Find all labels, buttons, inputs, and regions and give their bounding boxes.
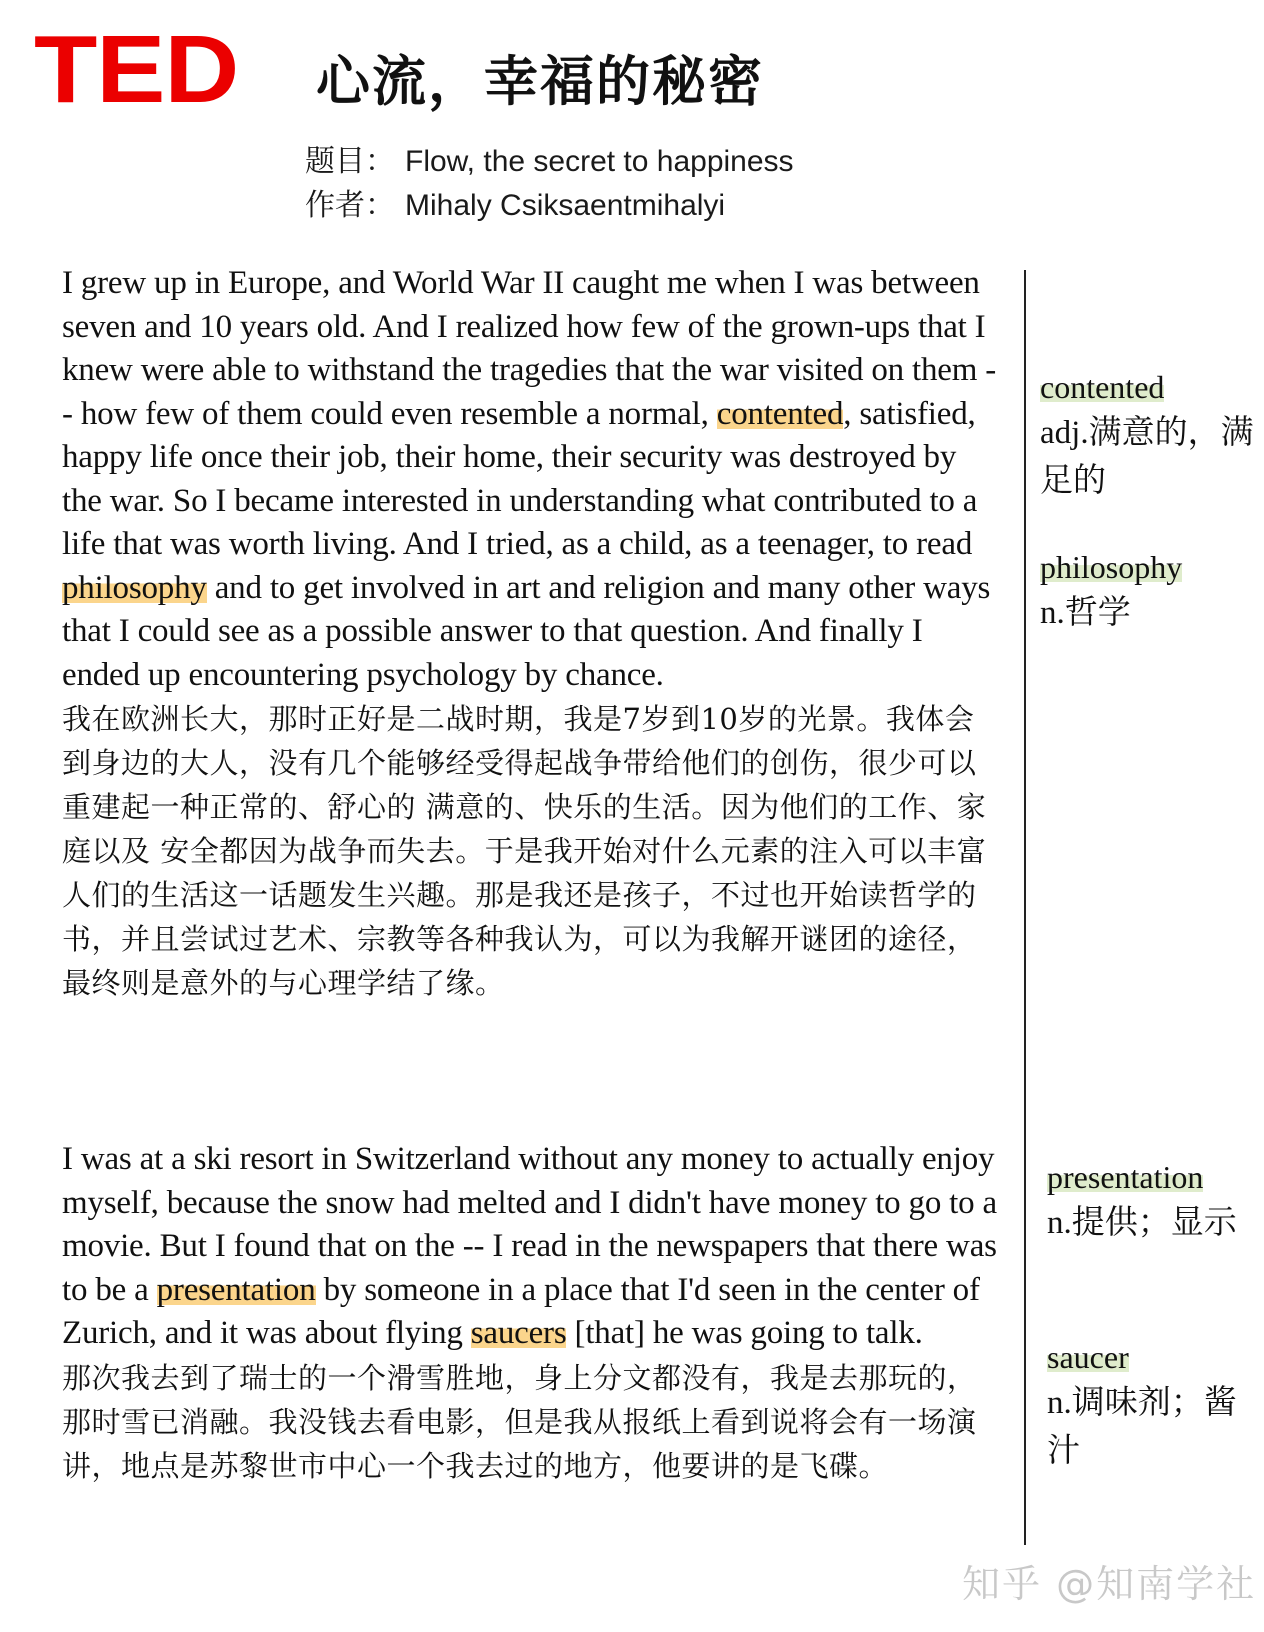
glossary-word-text: presentation [1047, 1159, 1204, 1195]
english-text [62, 262, 1002, 697]
paragraph-2 [62, 1138, 1002, 1488]
author-label: 作者： [305, 189, 395, 222]
text-segment: by someone in a place that I'd seen in the center of Zurich, and it was about flying [62, 1271, 980, 1351]
text-segment: , satisfied, happy life once their job, their home, their security was destroyed by the war. So I became interested in understanding what contributed to a life that was worth living. And I tried, as a child, as a teenager, to read [62, 395, 978, 562]
glossary-definition: n.哲学 [1040, 595, 1131, 631]
text-segment: I was at a ski resort in Switzerland without any money to actually enjoy myself, because the snow had melted and I didn't have money to go to a movie. But I found that on the -- I read in the newspapers that there was to be a [62, 1141, 997, 1308]
watermark: 知乎 @知南学社 [962, 1562, 1257, 1606]
chinese-translation: 那次我去到了瑞士的一个滑雪胜地，身上分文都没有，我是去那玩的，那时雪已消融。我没钱去看电影，但是我从报纸上看到说将会有一场演讲，地点是苏黎世市中心一个我去过的地方，他要讲的是飞碟。 [62, 1360, 977, 1483]
paragraph-1 [62, 262, 1002, 1005]
topic-value: Flow, the secret to happiness [405, 145, 794, 178]
glossary-definition: n.调味剂；酱汁 [1047, 1385, 1237, 1469]
glossary-definition: adj.满意的，满足的 [1040, 415, 1254, 499]
text-segment: I grew up in Europe, and World War II caught me when I was between seven and 10 years old. And I realized how few of the grown-ups that I knew were able to withstand the tragedies that the war visited on them -- how few of them could even resemble a normal, [62, 265, 997, 432]
glossary-word [1040, 545, 1260, 589]
chinese-translation: 我在欧洲长大，那时正好是二战时期，我是7岁到10岁的光景。我体会到身边的大人，没有几个能够经受得起战争带给他们的创伤，很少可以重建起一种正常的、舒心的 满意的、快乐的生活。因为他们的工作、家庭以及 安全都因为战争而失去。于是我开始对什么元素的注入可以丰富人们的生活这一话题发生兴趣。那是我还是孩子，不过也开始读哲学的书，并且尝试过艺术、宗教等各种我认为，可以为我解开谜团的途径，最终则是意外的与心理学结了缘。 [62, 702, 987, 1000]
glossary-entry [1047, 1155, 1264, 1247]
text-segment: [that] he was going to talk. [566, 1315, 923, 1351]
highlighted-word: presentation [156, 1271, 316, 1308]
glossary-word-text: philosophy [1040, 549, 1183, 585]
glossary-word [1047, 1335, 1264, 1379]
glossary-word [1047, 1155, 1264, 1199]
page-title: 心流，幸福的秘密 [316, 50, 764, 113]
text-segment: and to get involved in art and religion and many other ways that I could see as a possible answer to that question. And finally I ended up encountering psychology by chance. [62, 569, 991, 693]
glossary-entry [1047, 1335, 1264, 1475]
highlighted-word: philosophy [62, 569, 207, 606]
glossary-word [1040, 365, 1260, 409]
author-value: Mihaly Csiksaentmihalyi [405, 189, 726, 222]
glossary-word-text: saucer [1047, 1339, 1129, 1375]
talk-author [305, 188, 725, 224]
vertical-divider [1024, 270, 1026, 1545]
english-text [62, 1138, 1002, 1356]
highlighted-word: saucers [470, 1315, 567, 1351]
glossary-entry [1040, 545, 1260, 637]
topic-label: 题目： [305, 145, 395, 178]
glossary-entry [1040, 365, 1260, 505]
glossary-definition: n.提供；显示 [1047, 1205, 1237, 1241]
highlighted-word: contented [716, 395, 844, 432]
ted-logo: TED [34, 16, 239, 123]
glossary-word-text: contented [1040, 369, 1165, 405]
talk-topic [305, 144, 794, 180]
